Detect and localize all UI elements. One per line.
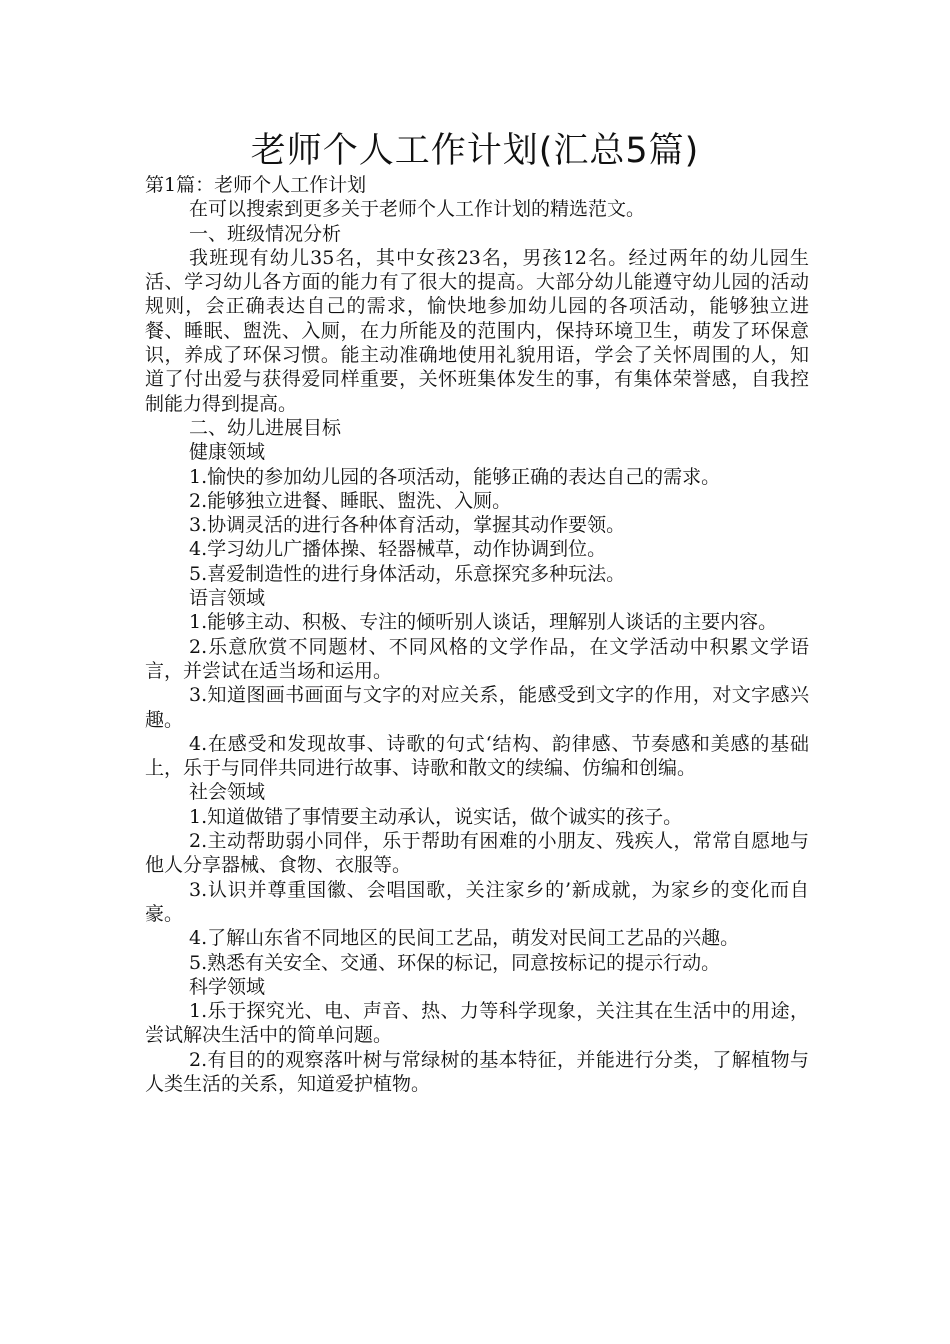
- body-paragraph: 2.有目的的观察落叶树与常绿树的基本特征，并能进行分类，了解植物与人类生活的关系，知道爱护植物。: [145, 1048, 809, 1095]
- document-body: [145, 173, 809, 1096]
- body-paragraph: 3.协调灵活的进行各种体育活动，掌握其动作要领。: [189, 514, 626, 537]
- body-paragraph: 社会领域: [189, 781, 266, 804]
- body-paragraph: 语言领域: [189, 587, 266, 610]
- body-paragraph: 一、班级情况分析: [189, 222, 342, 245]
- body-paragraph: 4.在感受和发现故事、诗歌的句式‘结构、韵律感、节奏感和美感的基础上，乐于与同伴共同进行故事、诗歌和散文的续编、仿编和创编。: [145, 732, 809, 780]
- body-paragraph: 1.愉快的参加幼儿园的各项活动，能够正确的表达自己的需求。: [189, 465, 721, 488]
- body-paragraph: 1.能够主动、积极、专注的倾听别人谈话，理解别人谈话的主要内容。: [189, 611, 778, 634]
- body-paragraph: 1.乐于探究光、电、声音、热、力等科学现象，关注其在生活中的用途，尝试解决生活中的简单问题。: [145, 1000, 809, 1047]
- body-paragraph: 在可以搜索到更多关于老师个人工作计划的精选范文。: [189, 198, 646, 221]
- body-paragraph: 2.主动帮助弱小同伴，乐于帮助有困难的小朋友、残疾人，常常自愿地与他人分享器械、食物、衣服等。: [145, 830, 809, 877]
- body-paragraph: 我班现有幼儿35名，其中女孩23名，男孩12名。经过两年的幼儿园生活、学习幼儿各方面的能力有了很大的提高。大部分幼儿能遵守幼儿园的活动规则，会正确表达自己的需求，愉快地参加幼儿园的各项活动，能够独立进餐、睡眠、盥洗、入厕，在力所能及的范围内，保持环境卫生，萌发了环保意识，养成了环保习惯。能主动准确地使用礼貌用语，学会了关怀周围的人，知道了付出爱与获得爱同样重要，关怀班集体发生的事，有集体荣誉感，自我控制能力得到提高。: [145, 246, 809, 415]
- body-paragraph: 4.了解山东省不同地区的民间工艺品，萌发对民间工艺品的兴趣。: [189, 927, 740, 950]
- body-paragraph: 5.喜爱制造性的进行身体活动，乐意探究多种玩法。: [189, 562, 626, 585]
- body-paragraph: 3.认识并尊重国徽、会唱国歌，关注家乡的’新成就，为家乡的变化而自豪。: [145, 878, 809, 925]
- body-paragraph: 第1篇：老师个人工作计划: [145, 174, 367, 196]
- body-paragraph: 健康领域: [189, 441, 266, 464]
- body-paragraph: 二、幼儿进展目标: [189, 416, 342, 439]
- body-paragraph: 科学领域: [189, 975, 266, 998]
- body-paragraph: 5.熟悉有关安全、交通、环保的标记，同意按标记的提示行动。: [189, 951, 721, 974]
- body-paragraph: 4.学习幼儿广播体操、轻器械草，动作协调到位。: [189, 538, 607, 561]
- body-paragraph: 2.能够独立进餐、睡眠、盥洗、入厕。: [189, 489, 512, 512]
- body-paragraph: 2.乐意欣赏不同题材、不同风格的文学作品，在文学活动中积累文学语言，并尝试在适当场和运用。: [145, 635, 809, 682]
- body-paragraph: 1.知道做错了事情要主动承认，说实话，做个诚实的孩子。: [189, 805, 683, 828]
- document-title: 老师个人工作计划(汇总5篇): [250, 131, 700, 171]
- body-paragraph: 3.知道图画书画面与文字的对应关系，能感受到文字的作用，对文字感兴趣。: [145, 684, 809, 731]
